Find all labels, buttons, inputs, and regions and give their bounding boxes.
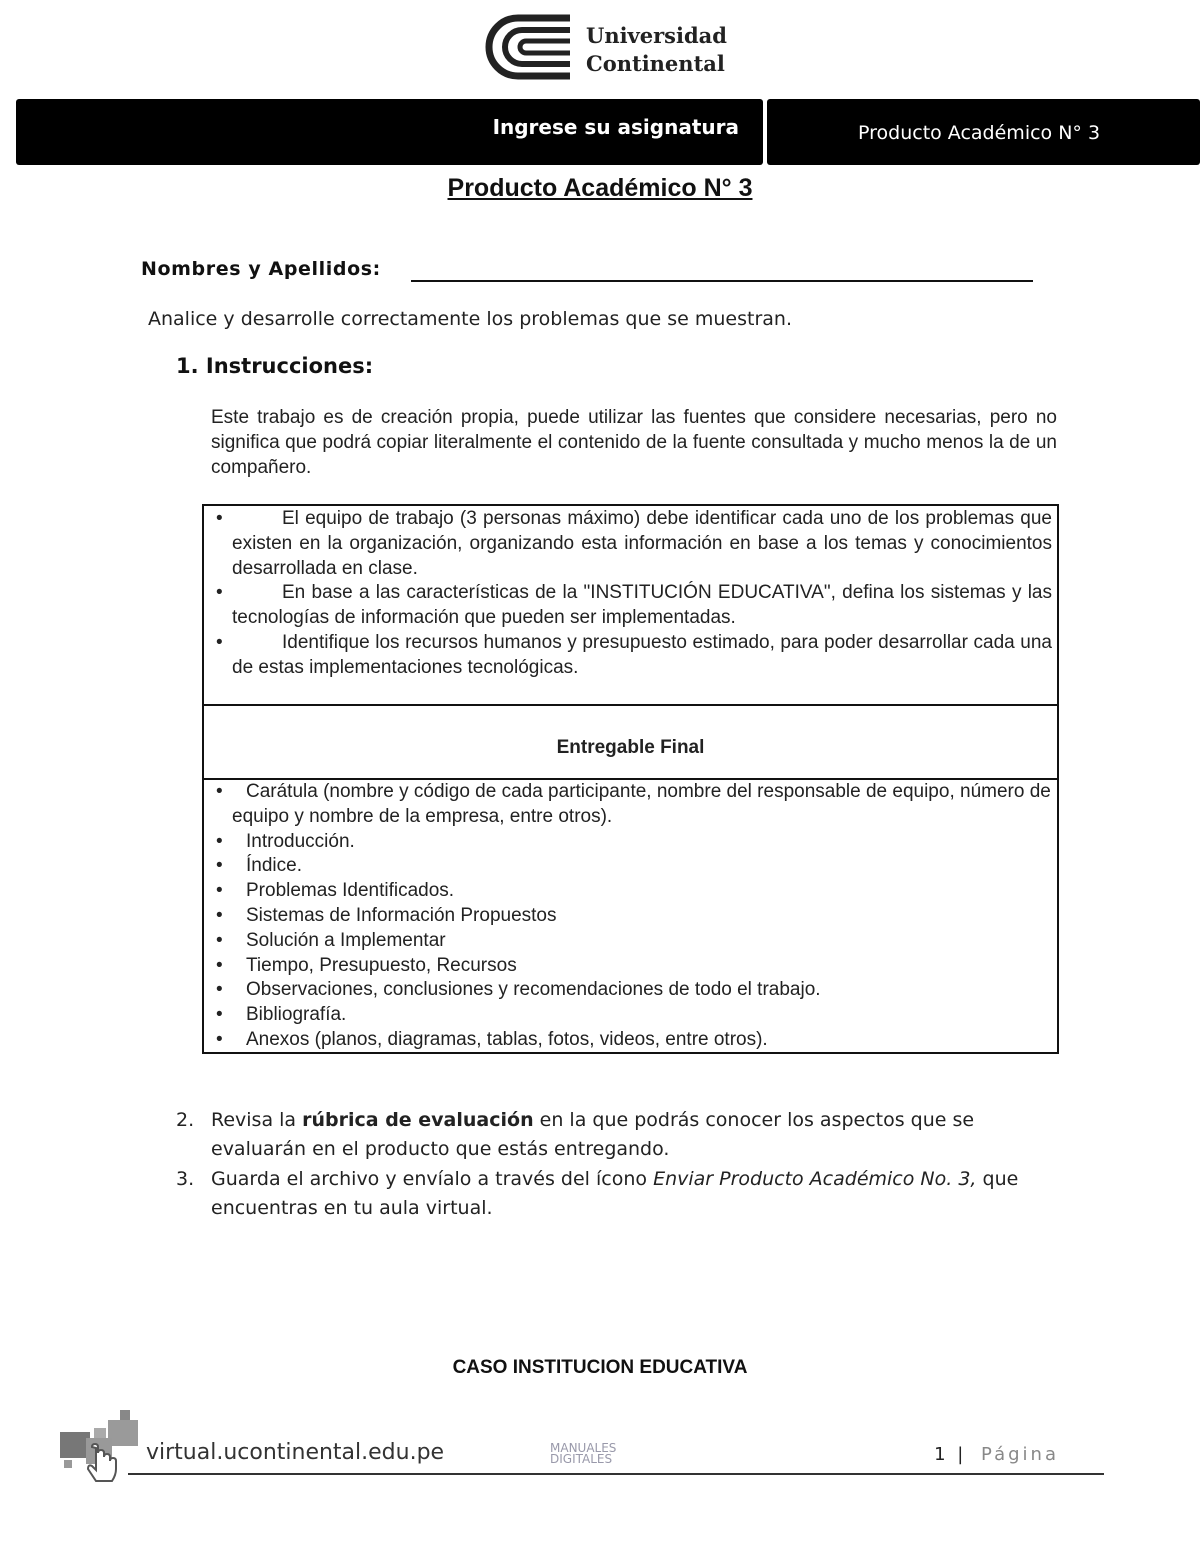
bullet-icon: • xyxy=(216,1028,223,1050)
bullet-icon: • xyxy=(216,1004,223,1026)
requirement-item: • El equipo de trabajo (3 personas máximo) debe identificar cada uno de los problemas que existen en la organización, organizando esta información en base a los temas y conocimientos desarrollada en clase. xyxy=(216,508,1052,579)
university-logo xyxy=(482,12,742,84)
bullet-icon: • xyxy=(216,855,223,877)
bullet-icon: • xyxy=(216,880,223,902)
bullet-icon: • xyxy=(216,954,223,976)
deliverable-item: • Tiempo, Presupuesto, Recursos xyxy=(204,954,1057,979)
section-instructions-title: 1. Instrucciones: xyxy=(176,354,374,378)
deliverable-item: • Problemas Identificados. xyxy=(204,879,1057,904)
bullet-icon: • xyxy=(216,904,223,926)
deliverable-list xyxy=(204,780,1057,1053)
step-number: 2. xyxy=(176,1109,195,1131)
requirements-cell xyxy=(204,506,1057,706)
rubric-emphasis: rúbrica de evaluación xyxy=(302,1109,534,1131)
document-title: Producto Académico N° 3 xyxy=(447,174,753,202)
deliverable-item: • Solución a Implementar xyxy=(204,929,1057,954)
subject-bar xyxy=(16,99,763,165)
uc-emblem-icon xyxy=(482,12,578,82)
step-text: Revisa la rúbrica de evaluación en la que podrás conocer los aspectos que se evaluarán en el producto que estás entregando. xyxy=(211,1109,975,1160)
intro-text: Analice y desarrolle correctamente los problemas que se muestran. xyxy=(148,308,792,330)
requirements-box xyxy=(202,504,1059,1054)
product-label: Producto Académico N° 3 xyxy=(858,122,1101,144)
product-bar xyxy=(767,99,1200,165)
bullet-icon: • xyxy=(216,631,223,653)
deliverable-item: • Introducción. xyxy=(204,830,1057,855)
deliverable-item: • Carátula (nombre y código de cada participante, nombre del responsable de equipo, número de equipo y nombre de la empresa, entre otros). xyxy=(216,781,1051,827)
page-number: 1 | Página xyxy=(934,1444,1059,1465)
names-label: Nombres y Apellidos: xyxy=(141,258,381,280)
footer-url[interactable]: virtual.ucontinental.edu.pe xyxy=(146,1440,445,1465)
logo-text-line2: Continental xyxy=(586,51,725,76)
deliverable-item: • Observaciones, conclusiones y recomendaciones de todo el trabajo. xyxy=(204,978,1057,1003)
case-title: CASO INSTITUCION EDUCATIVA xyxy=(452,1357,748,1378)
requirement-item: • En base a las características de la "INSTITUCIÓN EDUCATIVA", defina los sistemas y las tecnologías de información que pueden ser implementadas. xyxy=(216,582,1052,629)
deliverable-item: • Índice. xyxy=(204,854,1057,879)
bullet-icon: • xyxy=(216,830,223,852)
deliverable-header-cell xyxy=(204,706,1057,780)
icon-name-emphasis: Enviar Producto Académico No. 3, xyxy=(653,1168,977,1190)
step-text: Guarda el archivo y envíalo a través del ícono Enviar Producto Académico No. 3, que encuentras en tu aula virtual. xyxy=(211,1168,1019,1219)
bullet-icon: • xyxy=(216,582,223,604)
bullet-icon: • xyxy=(216,508,223,529)
deliverable-title: Entregable Final xyxy=(556,737,705,758)
step-number: 3. xyxy=(176,1168,195,1190)
requirement-item: • Identifique los recursos humanos y presupuesto estimado, para poder desarrollar cada una de estas implementaciones tecnológicas. xyxy=(216,631,1052,678)
names-field-line[interactable] xyxy=(411,280,1033,282)
manuales-logo-text: MANUALES DIGITALES xyxy=(550,1441,617,1466)
deliverable-item: • Anexos (planos, diagramas, tablas, fotos, videos, entre otros). xyxy=(204,1028,1057,1053)
bullet-icon: • xyxy=(216,781,223,802)
bullet-icon: • xyxy=(216,929,223,951)
bullet-icon: • xyxy=(216,979,223,1001)
subject-placeholder[interactable]: Ingrese su asignatura xyxy=(492,115,739,139)
instructions-paragraph: Este trabajo es de creación propia, puede utilizar las fuentes que considere necesarias, pero no significa que podrá copiar literalmente el contenido de la fuente consultada y mucho menos la de un compañero. xyxy=(211,407,1057,478)
footer-divider xyxy=(128,1473,1104,1475)
deliverable-item: • Bibliografía. xyxy=(204,1003,1057,1028)
logo-text-line1: Universidad xyxy=(586,23,727,48)
manuales-digitales-logo xyxy=(550,1443,750,1475)
deliverable-item: • Sistemas de Información Propuestos xyxy=(204,904,1057,929)
